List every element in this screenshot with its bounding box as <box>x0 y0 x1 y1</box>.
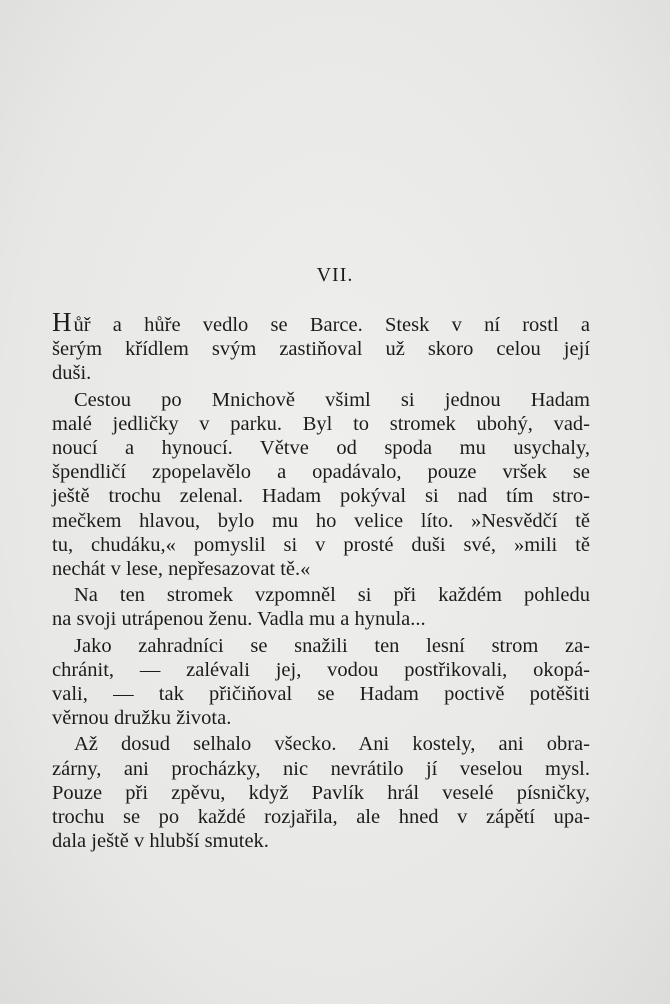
text-line: Až dosud selhalo všecko. Ani kostely, ani obra- <box>74 733 590 756</box>
text-line <box>52 307 590 337</box>
paragraph <box>52 307 590 386</box>
text-line: ještě trochu zelenal. Hadam pokýval si nad tím stro- <box>52 485 590 508</box>
text-line: vali, — tak přičiňoval se Hadam poctivě potěšiti <box>52 683 590 706</box>
text-line: dala ještě v hlubší smutek. <box>52 830 269 853</box>
text-line: Na ten stromek vzpomněl si při každém pohledu <box>74 584 590 607</box>
paragraph <box>52 583 590 631</box>
drop-cap: H <box>52 307 72 337</box>
text-line: tu, chudáku,« pomyslil si v prosté duši své, »mili tě <box>52 533 590 556</box>
text-line: zárny, ani procházky, nic nevrátilo jí veselou mysl. <box>52 757 590 780</box>
text-line-content: ůř a hůře vedlo se Barce. Stesk v ní rostl a <box>73 314 590 336</box>
text-line: Jako zahradníci se snažili ten lesní strom za- <box>74 634 590 657</box>
text-line: Pouze při zpěvu, když Pavlík hrál veselé písničky, <box>52 781 590 804</box>
text-line: trochu se po každé rozjařila, ale hned v zápětí upa- <box>52 806 590 829</box>
text-line: duši. <box>52 362 92 385</box>
text-line: na svoji utrápenou ženu. Vadla mu a hynula... <box>52 608 426 631</box>
chapter-heading: VII. <box>316 264 354 286</box>
paragraph <box>52 634 590 731</box>
paragraph <box>52 388 590 582</box>
text-line: špendličí zpopelavělo a opadávalo, pouze vršek se <box>52 461 590 484</box>
paragraph <box>52 732 590 853</box>
text-line: věrnou družku života. <box>52 707 232 730</box>
text-line: chránit, — zalévali jej, vodou postřikovali, okopá- <box>52 658 590 681</box>
text-line: Cestou po Mnichově všiml si jednou Hadam <box>74 388 590 411</box>
text-line: malé jedličky v parku. Byl to stromek ubohý, vad- <box>52 412 590 435</box>
text-line: mečkem hlavou, bylo mu ho velice líto. »Nesvědčí tě <box>52 509 590 532</box>
text-line: šerým křídlem svým zastiňoval už skoro celou její <box>52 338 590 361</box>
chapter-body <box>52 307 590 853</box>
text-line: noucí a hynoucí. Větve od spoda mu usychaly, <box>52 437 590 460</box>
text-line: nechát v lese, nepřesazovat tě.« <box>52 558 311 581</box>
